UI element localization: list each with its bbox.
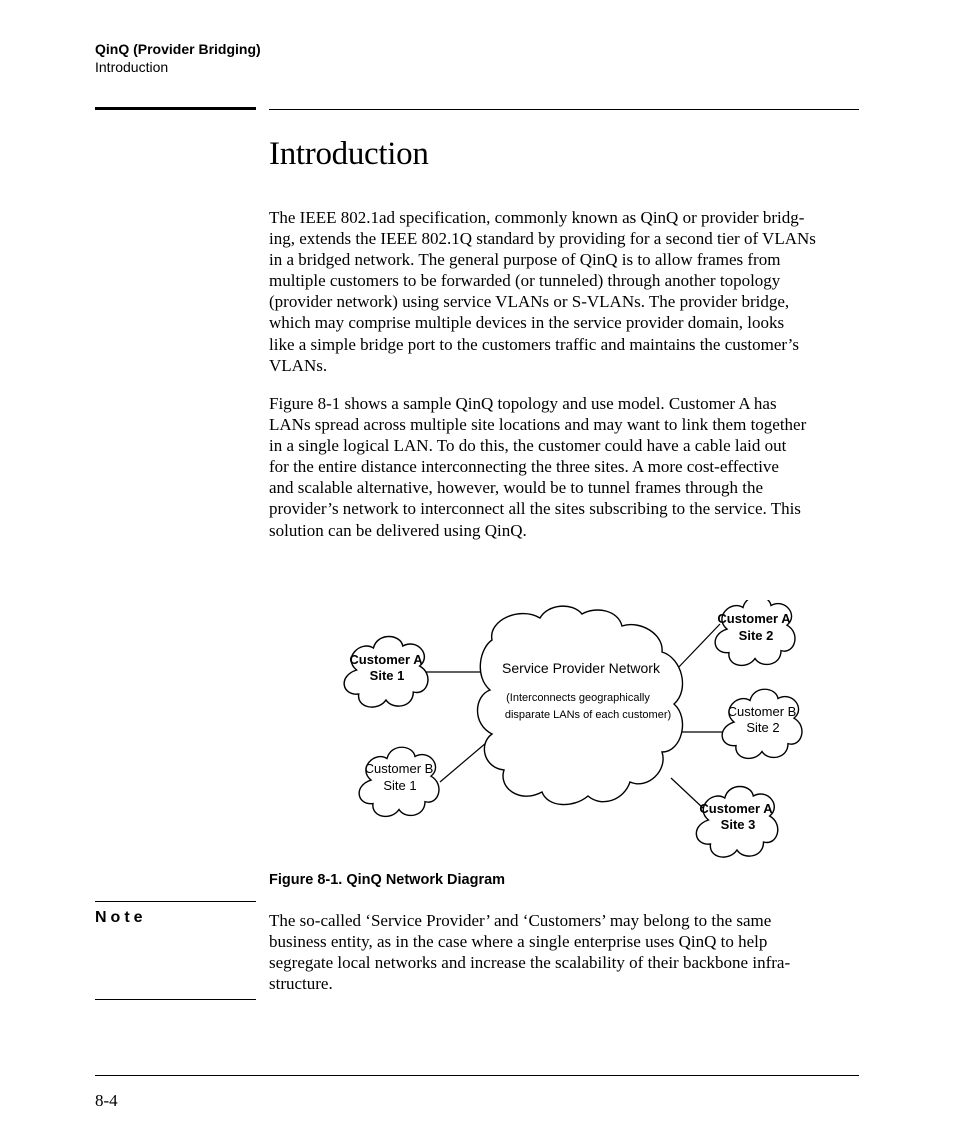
page-title: Introduction [269, 136, 429, 172]
figure-caption: Figure 8-1. QinQ Network Diagram [269, 872, 506, 888]
page-number: 8-4 [95, 1091, 118, 1110]
qinq-network-diagram [330, 600, 830, 870]
link-a2 [676, 624, 720, 670]
footer-rule [95, 1075, 859, 1076]
site-a2-line1: Customer A [717, 611, 791, 626]
site-customer-b-1 [359, 747, 439, 816]
site-b1-line1: Customer B [364, 761, 434, 776]
site-customer-a-2 [715, 600, 795, 665]
running-header-section: Introduction [95, 59, 169, 75]
site-customer-a-3 [696, 787, 777, 858]
provider-network-sub1: (Interconnects geographically [506, 692, 650, 704]
provider-network-sub2: disparate LANs of each customer) [504, 709, 672, 721]
link-a3 [671, 778, 703, 808]
site-a3-line2: Site 3 [720, 817, 756, 832]
site-a1-line1: Customer A [349, 652, 423, 667]
note-rule-bottom [95, 999, 256, 1000]
provider-cloud [478, 606, 683, 804]
note-rule-top [95, 901, 256, 902]
body-paragraph-1: The IEEE 802.1ad specification, commonly known as QinQ or provider bridg- ing, extends the IEEE 802.1Q standard by providing for a second tier of VLANs in a bridged network. The general purpose of QinQ is to allow frames from multiple customers to be forwarded (or tunneled) through another topology (provider network) using service VLANs or S-VLANs. The provider bridge, which may comprise multiple devices in the service provider domain, looks like a simple bridge port to the customers traffic and maintains the customer’s VLANs. [269, 208, 816, 375]
note-text: The so-called ‘Service Provider’ and ‘Customers’ may belong to the same business entity, as in the case where a single enterprise uses QinQ to help segregate local networks and increase the scalability of their backbone infra- structure. [269, 911, 791, 994]
header-rule-right [269, 109, 859, 110]
running-header-chapter: QinQ (Provider Bridging) [95, 41, 261, 57]
site-a3-line1: Customer A [699, 801, 773, 816]
body-paragraph-2: Figure 8-1 shows a sample QinQ topology and use model. Customer A has LANs spread across multiple site locations and may want to link them together in a single logical LAN. To do this, the customer could have a cable laid out for the entire distance interconnecting the three sites. A more cost-effective and scalable alternative, however, would be to tunnel frames through the provider’s network to interconnect all the sites subscribing to the service. This solution can be delivered using QinQ. [269, 394, 807, 540]
site-customer-b-2 [722, 689, 802, 758]
site-b2-line2: Site 2 [746, 720, 780, 735]
note-label: Note [95, 909, 147, 926]
site-a1-line2: Site 1 [369, 668, 405, 683]
site-customer-a-1 [344, 637, 428, 708]
site-a2-line2: Site 2 [738, 628, 774, 643]
site-b2-line1: Customer B [727, 704, 797, 719]
provider-network-label: Service Provider Network [502, 660, 660, 676]
site-b1-line2: Site 1 [383, 778, 417, 793]
header-rule-left [95, 107, 256, 110]
